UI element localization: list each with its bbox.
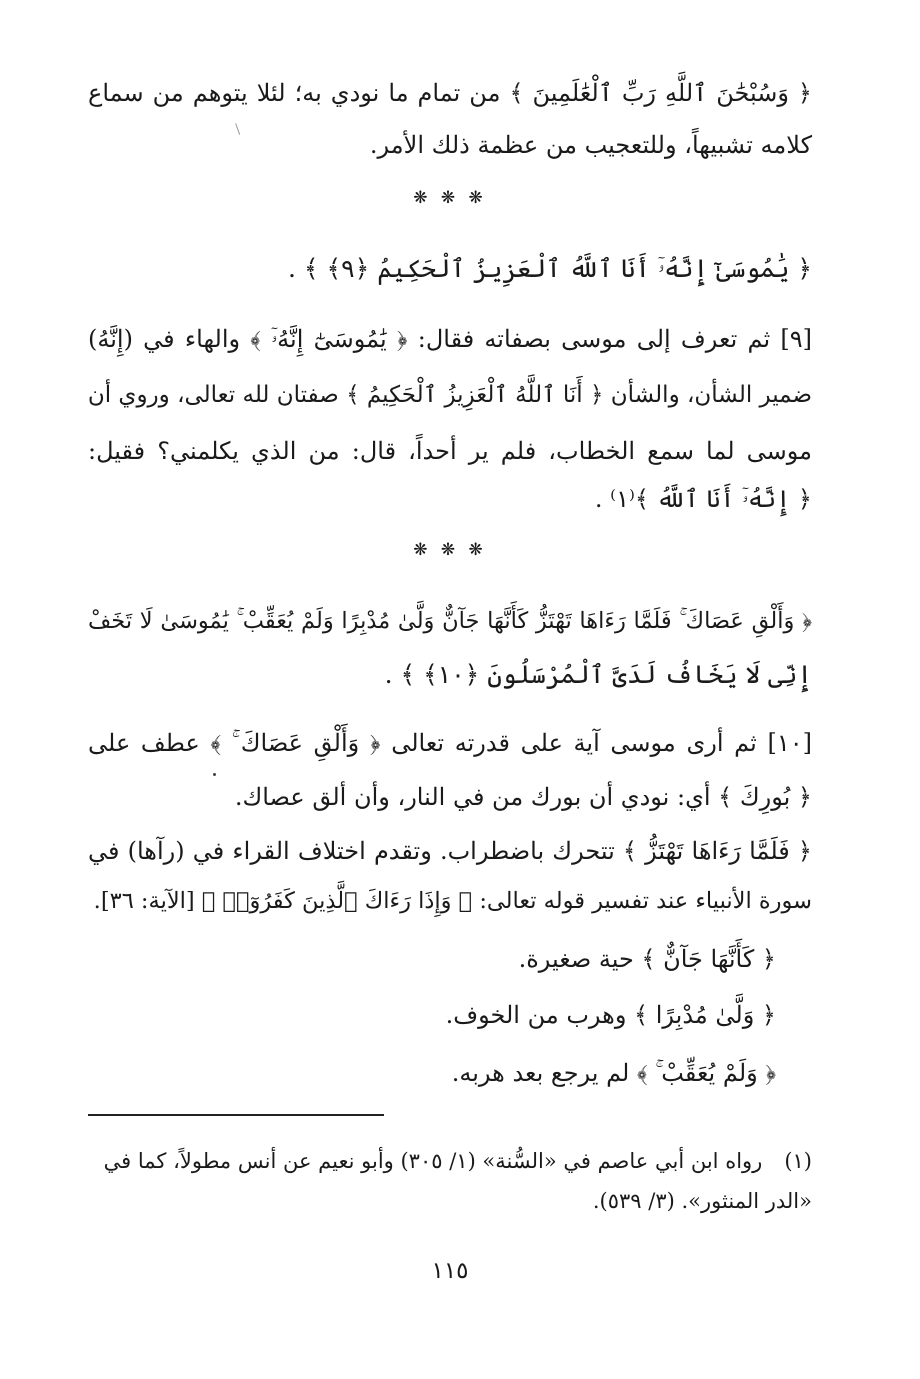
text-line: ﴿ فَلَمَّا رَءَاهَا تَهْتَزُّ ﴾ تتحرك باضطراب. وتقدم اختلاف القراء في (رآها) في [88,837,812,865]
text-line: ﴿ إِنَّهُۥٓ أَنَا ٱللَّهُ ﴾⁽١⁾ . [594,485,812,513]
stray-dot [213,773,216,776]
footnote-text: رواه ابن أبي عاصم في «السُّنة» (١/ ٣٠٥) وأبو نعيم عن أنس مطولاً، كما في [103,1149,763,1173]
page-content [88,62,812,1362]
text-line: [١٠] ثم أرى موسى آية على قدرته تعالى ﴿ وَأَلْقِ عَصَاكَ ۚ ﴾ عطف على [88,729,812,757]
section-separator: ❋ ❋ ❋ [413,188,487,208]
footnote-line [104,1146,812,1176]
text-line: ﴿ وَسُبْحَٰنَ ٱللَّهِ رَبِّ ٱلْعَٰلَمِينَ ﴾ من تمام ما نودي به؛ لئلا يتوهم من سماع [88,79,812,107]
quran-verse: ﴿ وَأَلْقِ عَصَاكَ ۚ فَلَمَّا رَءَاهَا تَهْتَزُّ كَأَنَّهَا جَآنٌّ وَلَّىٰ مُدْبِرًا وَلَمْ يُعَقِّبْ ۚ يَٰمُوسَىٰ لَا تَخَفْ [88,608,812,634]
quran-verse: إِنِّى لَا يَخَافُ لَدَىَّ ٱلْمُرْسَلُونَ ﴿١٠﴾ ﴾ . [384,660,812,689]
footnote-line: «الدر المنثور». (٣/ ٥٣٩). [592,1189,812,1213]
text-line: ضمير الشأن، والشأن ﴿ أَنَا ٱللَّهُ ٱلْعَزِيزُ ٱلْحَكِيمُ ﴾ صفتان لله تعالى، وروي أن [87,382,812,408]
section-separator: ❋ ❋ ❋ [413,540,487,560]
text-line: ﴿ وَلَمْ يُعَقِّبْ ۚ ﴾ لم يرجع بعد هربه. [451,1059,776,1087]
text-line: ﴿ بُورِكَ ﴾ أي: نودي أن بورك من في النار، وأن ألق عصاك. [234,783,812,811]
text-line: [٩] ثم تعرف إلى موسى بصفاته فقال: ﴿ يَٰمُوسَىٰٓ إِنَّهُۥٓ ﴾ والهاء في (إِنَّهُ) [88,325,812,353]
footnote-divider [88,1114,384,1116]
text-line: موسى لما سمع الخطاب، فلم ير أحداً، قال: من الذي يكلمني؟ فقيل: [88,437,812,465]
page-number: ١١٥ [431,1258,469,1284]
text-line: ﴿ وَلَّىٰ مُدْبِرًا ﴾ وهرب من الخوف. [445,1001,776,1029]
text-line: كلامه تشبيهاً، وللتعجيب من عظمة ذلك الأمر. [369,131,812,159]
text-line: ﴿ كَأَنَّهَا جَآنٌّ ﴾ حية صغيرة. [518,945,776,973]
footnote-number: (١) [784,1149,812,1173]
text-line: سورة الأنبياء عند تفسير قوله تعالى: ﴿ وَإِذَا رَءَاكَ ٱلَّذِينَ كَفَرُوٓا۟ ﴾ [الآية: ٣٦]. [93,888,812,914]
quran-verse: ﴿ يَٰمُوسَىٰٓ إِنَّهُۥٓ أَنَا ٱللَّهُ ٱلْعَزِيزُ ٱلْحَكِيمُ ﴿٩﴾ ﴾ . [288,254,812,283]
